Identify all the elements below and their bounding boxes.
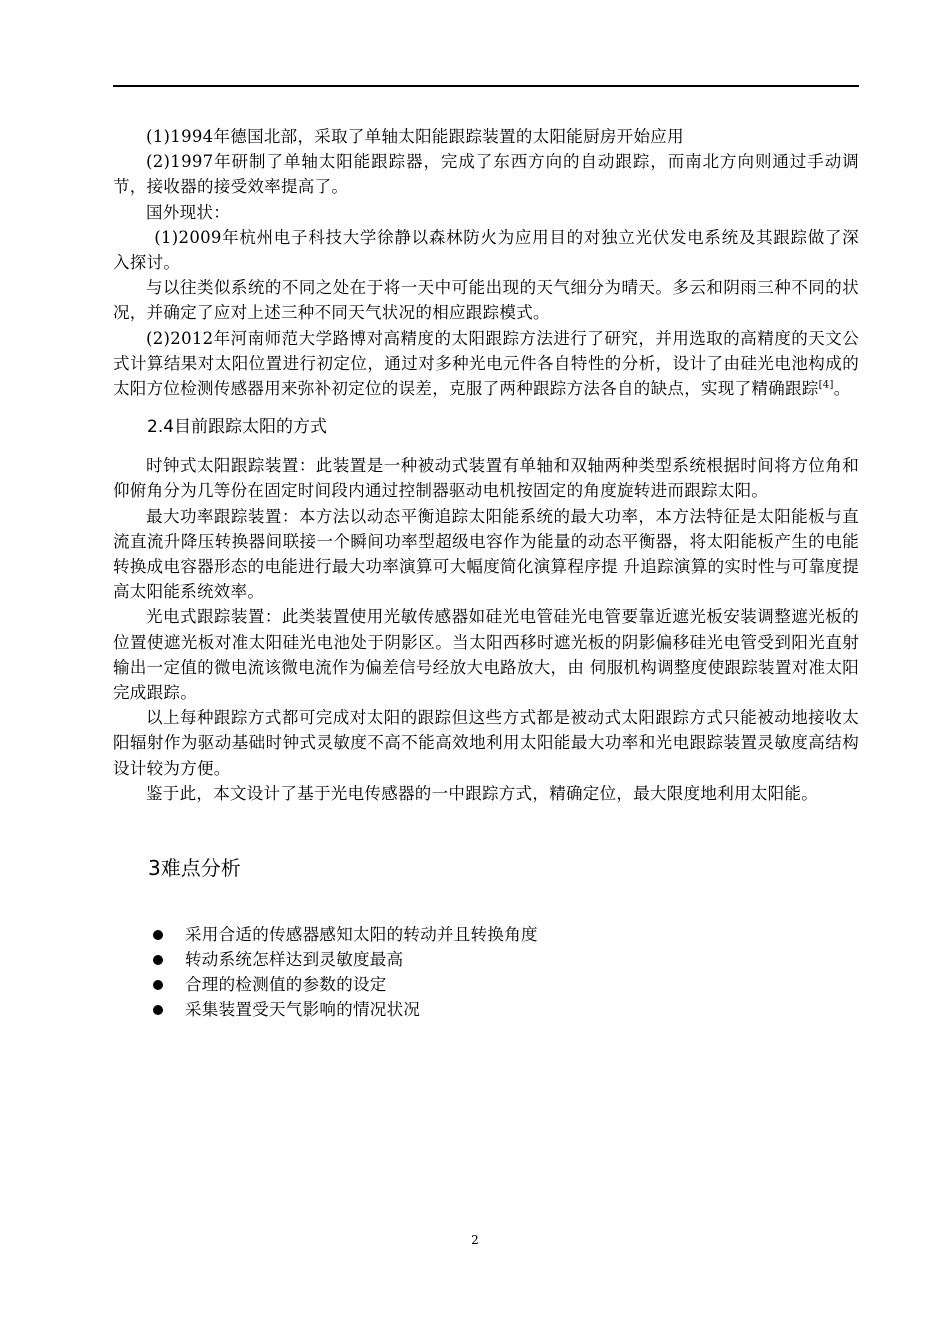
page-number: 2	[471, 1233, 479, 1247]
list-item	[113, 922, 859, 947]
paragraph-summary: 以上每种跟踪方式都可完成对太阳的跟踪但这些方式都是被动式太阳跟踪方式只能被动地接收太阳辐射作为驱动基础时钟式灵敏度不高不能高效地利用太阳能最大功率和光电跟踪装置灵敏度高结构设计较为方便。	[113, 708, 859, 778]
bullet-icon	[153, 1005, 163, 1015]
bullet-icon	[153, 930, 163, 940]
section-heading-2-4: 2.4目前跟踪太阳的方式	[147, 417, 328, 438]
header-rule	[113, 85, 859, 87]
list-item-text: 合理的检测值的参数的设定	[185, 975, 387, 995]
paragraph-conclusion: 鉴于此，本文设计了基于光电传感器的一中跟踪方式，精确定位，最大限度地利用太阳能。	[146, 783, 818, 803]
difficulty-list	[113, 922, 859, 1022]
citation-reference: [4]	[818, 379, 834, 391]
bullet-icon	[153, 980, 163, 990]
list-item-text: 采用合适的传感器感知太阳的转动并且转换角度	[185, 925, 538, 945]
list-item	[113, 997, 859, 1022]
section-heading-3: 3难点分析	[148, 856, 241, 881]
paragraph-foreign-2-text: (2)2012年河南师范大学路博对高精度的太阳跟踪方法进行了研究，并用选取的高精度的天文公式计算结果对太阳位置进行初定位，通过对多种光电元件各自特性的分析，设计了由硅光电池构成的太阳方位检测传感器用来弥补初定位的误差，克服了两种跟踪方法各自的缺点，实现了精确跟踪	[113, 328, 859, 399]
page-body	[113, 124, 859, 1022]
paragraph-foreign-2-tail: 。	[833, 379, 851, 399]
paragraph-photoelectric-tracking: 光电式跟踪装置：此类装置使用光敏传感器如硅光电管硅光电管要靠近遮光板安装调整遮光板的位置使遮光板对准太阳硅光电池处于阴影区。当太阳西移时遮光板的阴影偏移硅光电管受到阳光直射输出一定值的微电流该微电流作为偏差信号经放大电路放大，由 伺服机构调整度使跟踪装置对准太阳完成跟踪。	[113, 607, 859, 703]
paragraph-max-power-tracking: 最大功率跟踪装置：本方法以动态平衡追踪太阳能系统的最大功率，本方法特征是太阳能板与直流直流升降压转换器间联接一个瞬间功率型超级电容作为能量的动态平衡器，将太阳能板产生的电能转换成电容器形态的电能进行最大功率演算可大幅度简化演算程序提 升追踪演算的实时性与可靠度提高太阳能系统效率。	[113, 506, 859, 602]
paragraph-domestic-1: (1)1994年德国北部，采取了单轴太阳能跟踪装置的太阳能厨房开始应用	[146, 127, 684, 146]
paragraph-foreign-1: (1)2009年杭州电子科技大学徐静以森林防火为应用目的对独立光伏发电系统及其跟踪做了深入探讨。	[113, 227, 859, 273]
paragraph-clock-tracking: 时钟式太阳跟踪装置：此装置是一种被动式装置有单轴和双轴两种类型系统根据时间将方位角和仰俯角分为几等份在固定时间段内通过控制器驱动电机按固定的角度旋转进而跟踪太阳。	[113, 456, 859, 501]
list-item	[113, 972, 859, 997]
paragraph-foreign-2	[113, 326, 859, 402]
list-item	[113, 947, 859, 972]
list-item-text: 采集装置受天气影响的情况状况	[185, 1000, 421, 1020]
paragraph-foreign-label: 国外现状：	[146, 202, 230, 222]
paragraph-domestic-2: (2)1997年研制了单轴太阳能跟踪器，完成了东西方向的自动跟踪，而南北方向则通过手动调节，接收器的接受效率提高了。	[113, 152, 859, 197]
list-item-text: 转动系统怎样达到灵敏度最高	[185, 950, 404, 970]
paragraph-foreign-1-detail: 与以往类似系统的不同之处在于将一天中可能出现的天气细分为晴天。多云和阴雨三种不同的状况，并确定了应对上述三种不同天气状况的相应跟踪模式。	[113, 278, 859, 323]
bullet-icon	[153, 955, 163, 965]
